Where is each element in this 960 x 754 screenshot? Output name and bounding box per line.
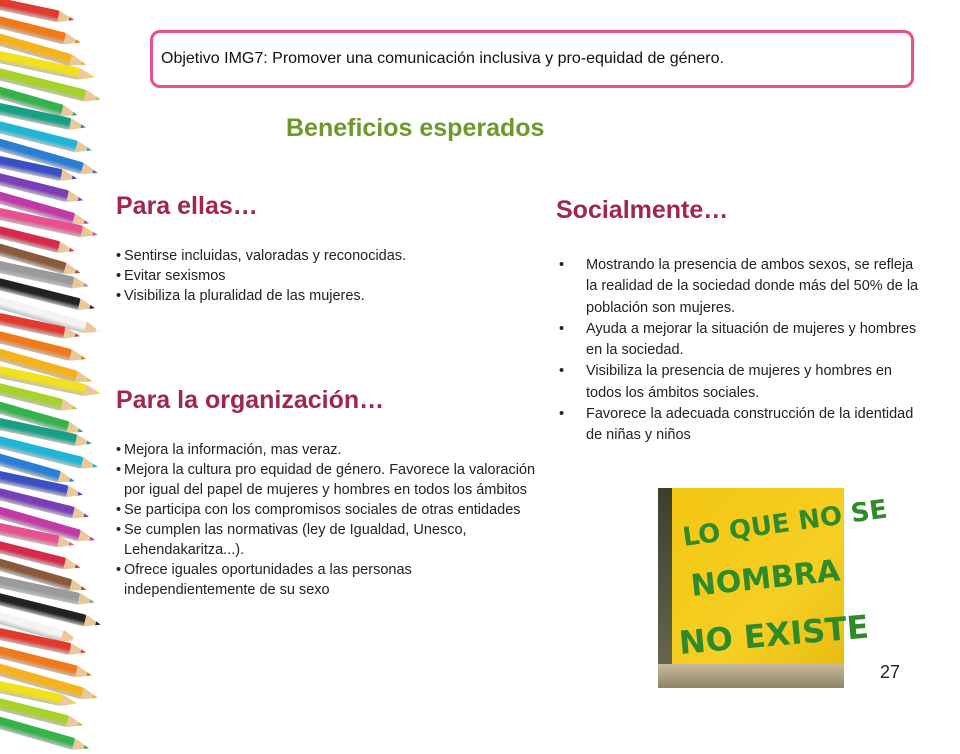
list-item: • Se participa con los compromisos sociales de otras entidades	[116, 500, 544, 520]
section-title-para-organizacion: Para la organización…	[116, 386, 385, 414]
photo-background-strip	[658, 664, 844, 688]
sign-line-3: NO EXISTE	[677, 607, 871, 662]
list-item: • Mejora la información, mas veraz.	[116, 440, 544, 460]
sign-line-1: LO QUE NO SE	[680, 494, 890, 553]
section-title-para-ellas: Para ellas…	[116, 192, 258, 220]
list-item: • Ofrece iguales oportunidades a las personas independientemente de su sexo	[116, 560, 544, 600]
socialmente-list	[556, 255, 928, 447]
page-number: 27	[880, 662, 901, 682]
sign-lettering	[658, 488, 890, 688]
list-item: • Visibiliza la pluralidad de las mujeres.	[116, 286, 536, 306]
colored-pencils-border	[0, 0, 120, 720]
para-ellas-list	[116, 246, 536, 306]
list-item: • Sentirse incluidas, valoradas y reconocidas.	[116, 246, 536, 266]
page-title: Beneficios esperados	[286, 114, 545, 142]
objective-text: Objetivo IMG7: Promover una comunicación inclusiva y pro-equidad de género.	[161, 50, 724, 67]
objective-banner	[150, 30, 914, 88]
section-title-socialmente: Socialmente…	[556, 196, 729, 224]
list-item: • Visibiliza la presencia de mujeres y hombres en todos los ámbitos sociales.	[556, 361, 928, 404]
list-item: • Mostrando la presencia de ambos sexos, se refleja la realidad de la sociedad donde más del 50% de la población son mujeres.	[556, 255, 928, 319]
list-item: • Evitar sexismos	[116, 266, 536, 286]
list-item: • Se cumplen las normativas (ley de Igualdad, Unesco, Lehendakaritza...).	[116, 520, 544, 560]
list-item: • Ayuda a mejorar la situación de mujeres y hombres en la sociedad.	[556, 319, 928, 362]
protest-sign-photo	[658, 488, 890, 688]
sign-line-2: NOMBRA	[689, 553, 842, 604]
list-item: • Mejora la cultura pro equidad de género. Favorece la valoración por igual del papel de mujeres y hombres en todos los ámbitos	[116, 460, 544, 500]
para-organizacion-list	[116, 440, 544, 600]
list-item: • Favorece la adecuada construcción de la identidad de niñas y niños	[556, 404, 928, 447]
